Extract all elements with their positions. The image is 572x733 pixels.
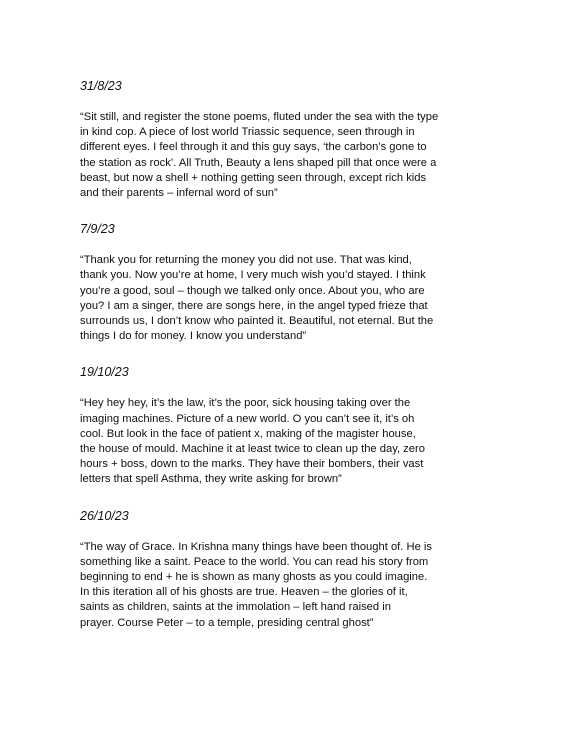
journal-entry [80, 364, 460, 487]
text-line: and their parents – infernal word of sun” [80, 187, 278, 200]
text-line: surrounds us, I don’t know who painted it. Beautiful, not eternal. But the [80, 315, 434, 328]
journal-entry [80, 508, 460, 631]
text-line: hours + boss, down to the marks. They have their bombers, their vast [80, 458, 424, 471]
text-line: letters that spell Asthma, they write asking for brown” [80, 473, 342, 486]
entry-date: 7/9/23 [80, 222, 115, 237]
text-line: prayer. Course Peter – to a temple, presiding central ghost” [80, 616, 374, 629]
entry-text [80, 110, 460, 201]
text-line: “Hey hey hey, it’s the law, it’s the poor, sick housing taking over the [80, 397, 411, 410]
text-line: the station as rock’. All Truth, Beauty a lens shaped pill that once were a [80, 156, 437, 169]
entry-date: 31/8/23 [80, 79, 122, 93]
journal-entry [80, 78, 460, 201]
text-line: something like a saint. Peace to the world. You can read his story from [80, 555, 429, 568]
entry-text [80, 396, 460, 487]
text-line: In this iteration all of his ghosts are true. Heaven – the glories of it, [80, 586, 408, 599]
text-line: you’re a good, soul – though we talked only once. About you, who are [80, 284, 425, 297]
text-line: saints as children, saints at the immolation – left hand raised in [80, 601, 391, 614]
text-line: “The way of Grace. In Krishna many things have been thought of. He is [80, 540, 432, 553]
text-line: beginning to end + he is shown as many ghosts as you could imagine. [80, 571, 428, 584]
text-line: things I do for money. I know you understand” [80, 330, 307, 343]
entry-text [80, 253, 460, 344]
entry-text [80, 540, 460, 631]
text-line: “Sit still, and register the stone poems, fluted under the sea with the type [80, 111, 439, 123]
text-line: different eyes. I feel through it and this guy says, ‘the carbon’s gone to [80, 141, 427, 154]
entry-date: 19/10/23 [80, 365, 129, 380]
document-page [80, 78, 460, 631]
text-line: beast, but now a shell + nothing getting seen through, except rich kids [80, 171, 427, 184]
journal-entry [80, 221, 460, 344]
text-line: “Thank you for returning the money you did not use. That was kind, [80, 254, 412, 267]
text-line: thank you. Now you’re at home, I very much wish you’d stayed. I think [80, 269, 426, 282]
text-line: you? I am a singer, there are songs here, in the angel typed frieze that [80, 299, 428, 312]
entry-date: 26/10/23 [80, 508, 129, 523]
text-line: cool. But look in the face of patient x, making of the magister house, [80, 427, 416, 440]
text-line: imaging machines. Picture of a new world. O you can’t see it, it’s oh [80, 412, 415, 425]
text-line: in kind cop. A piece of lost world Triassic sequence, seen through in [80, 126, 415, 139]
text-line: the house of mould. Machine it at least twice to clean up the day, zero [80, 443, 425, 456]
